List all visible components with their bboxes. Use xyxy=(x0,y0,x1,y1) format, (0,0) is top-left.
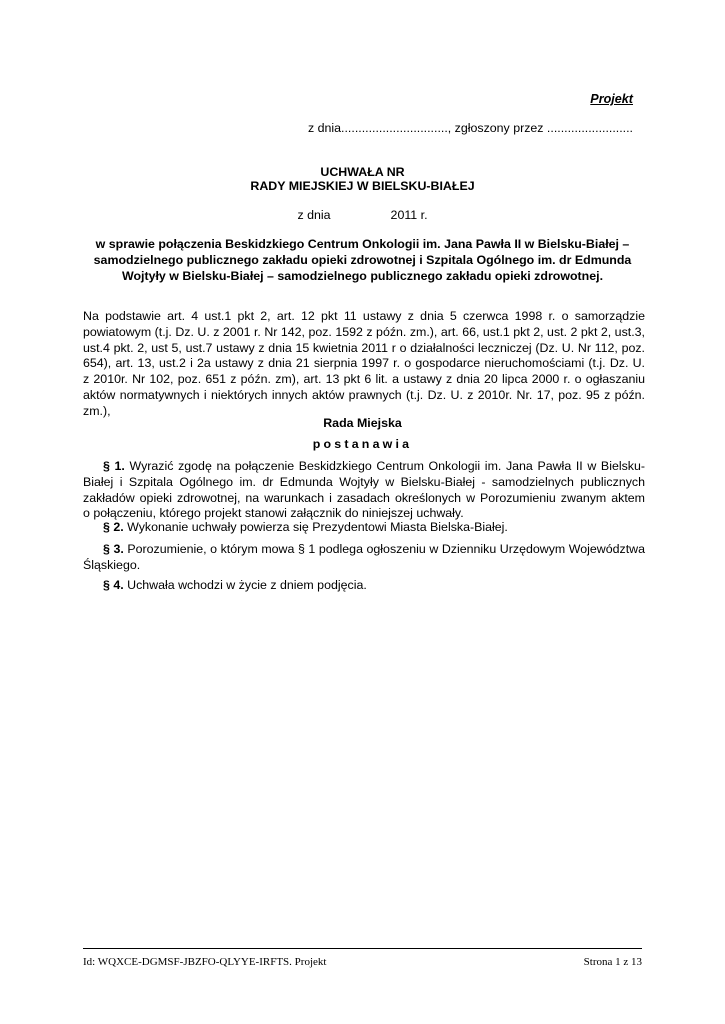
resolution-title: UCHWAŁA NR xyxy=(320,165,405,179)
section-1-sign: § 1. xyxy=(103,459,125,473)
document-id: Id: WQXCE-DGMSF-JBZFO-QLYYE-IRFTS. Projekt xyxy=(83,956,327,968)
legal-basis-line: aktów normatywnych i niektórych innych aktów prawnych (t.j. Dz. U. z 2010r. Nr. 17, poz. 95 z późn. xyxy=(83,387,645,402)
page-number: Strona 1 z 13 xyxy=(583,956,642,968)
date-prefix: z dnia xyxy=(297,208,331,222)
section-2-sign: § 2. xyxy=(103,520,124,534)
date-year: 2011 r. xyxy=(390,208,428,222)
resolution-date xyxy=(83,208,642,222)
section-4 xyxy=(83,578,645,594)
legal-basis-line: ust.4 pkt. 2, ust 5, ust.7 ustawy z dnia 15 kwietnia 2011 r o działalności leczniczej (Dz. U. Nr 112, poz. xyxy=(83,340,645,355)
council-name: RADY MIEJSKIEJ W BIELSKU-BIAŁEJ xyxy=(250,179,475,193)
section-1 xyxy=(83,459,645,522)
section-4-sign: § 4. xyxy=(103,578,124,592)
section-4-text: Uchwała wchodzi w życie z dniem podjęcia. xyxy=(127,578,367,592)
legal-basis-line: Na podstawie art. 4 ust.1 pkt 2, art. 12 pkt 11 ustawy z dnia 5 czerwca 1998 r. o samorządzie xyxy=(83,309,645,323)
section-3-line: Śląskiego. xyxy=(83,557,141,572)
submission-date-line: z dnia..............................., zgłoszony przez ......................... xyxy=(307,121,633,135)
decides-heading: postanawia xyxy=(312,437,413,451)
section-2-text: Wykonanie uchwały powierza się Prezydentowi Miasta Bielska-Białej. xyxy=(127,520,508,534)
legal-basis-line: zm.), xyxy=(83,403,111,418)
projekt-label: Projekt xyxy=(590,92,633,106)
footer-divider xyxy=(83,948,642,949)
section-2 xyxy=(83,520,645,536)
section-1-line: zakładów opieki zdrowotnej, na warunkach i zasadach określonych w Porozumieniu zwanym aktem xyxy=(83,490,645,505)
section-1-text: Wyrazić zgodę na połączenie Beskidzkiego Centrum Onkologii im. Jana Pawła II w Bielsku- xyxy=(129,459,645,473)
section-3-line xyxy=(83,542,645,558)
resolution-subject xyxy=(83,236,642,284)
subject-line: Wojtyły w Bielsku-Białej – samodzielnego publicznego zakładu opieki zdrowotnej. xyxy=(121,269,604,283)
legal-basis-line: z 2010r. Nr 102, poz. 651 z późn. zm), art. 13 pkt 6 lit. a ustawy z dnia 20 lipca 2000 r. o ogłaszaniu xyxy=(83,372,645,387)
section-3-sign: § 3. xyxy=(103,542,124,556)
section-4-line xyxy=(83,578,645,594)
legal-basis-paragraph xyxy=(83,309,645,420)
legal-basis-line: powiatowym (t.j. Dz. U. z 2001 r. Nr 142, poz. 1592 z późn. zm.), art. 66, ust.1 pkt 2, ust. 2 pkt 2, ust.3, xyxy=(83,324,645,339)
section-2-line xyxy=(83,520,645,536)
council-heading: Rada Miejska xyxy=(323,416,402,430)
section-3-text: Porozumienie, o którym mowa § 1 podlega ogłoszeniu w Dzienniku Urzędowym Województwa xyxy=(127,542,645,556)
section-1-line: Białej i Szpitala Ogólnego im. dr Edmunda Wojtyły w Bielsku-Białej - samodzielnych publicznych xyxy=(83,474,645,489)
legal-basis-line: 654), art. 13, ust.2 i 2a ustawy z dnia 21 sierpnia 1997 r. o gospodarce nieruchomościami (t.j. Dz. U. xyxy=(83,356,645,371)
section-3 xyxy=(83,542,645,574)
subject-line: w sprawie połączenia Beskidzkiego Centrum Onkologii im. Jana Pawła II w Bielsku-Białej – xyxy=(95,237,630,251)
subject-line: samodzielnego publicznego zakładu opieki zdrowotnej i Szpitala Ogólnego im. dr Edmunda xyxy=(93,253,632,267)
section-1-line xyxy=(83,459,645,475)
section-1-line: o połączeniu, którego projekt stanowi załącznik do niniejszej uchwały. xyxy=(83,506,464,521)
